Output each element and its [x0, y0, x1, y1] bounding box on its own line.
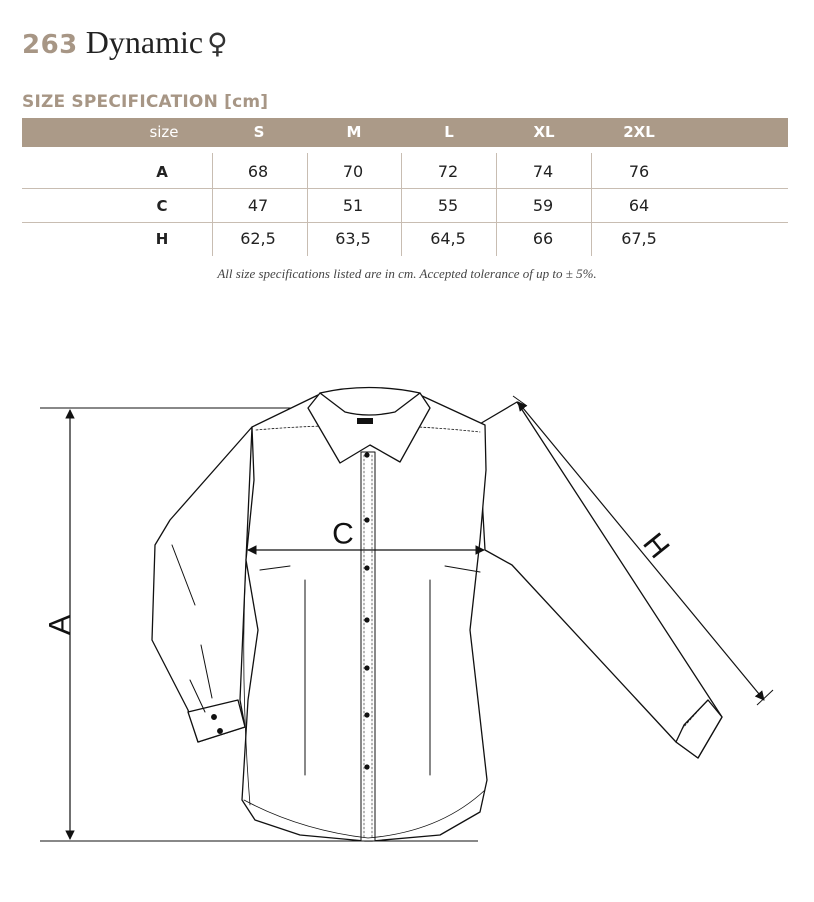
product-number: 263 [22, 30, 78, 60]
column-divider [591, 153, 592, 256]
shirt-outline [152, 388, 722, 842]
label-h: H [636, 527, 676, 565]
cell-h-m: 63,5 [335, 229, 371, 248]
product-title [22, 24, 228, 68]
product-name: Dynamic [85, 24, 204, 60]
cell-c-xl: 59 [532, 196, 554, 215]
size-header-s: S [253, 123, 265, 141]
column-divider [496, 153, 497, 256]
cell-c-m: 51 [342, 196, 364, 215]
cell-c-l: 55 [437, 196, 459, 215]
size-column-header: size [149, 123, 179, 141]
size-specification-heading: SIZE SPECIFICATION [cm] [22, 92, 269, 112]
cell-a-m: 70 [342, 162, 364, 181]
female-symbol-icon: ♀ [207, 27, 228, 60]
size-header-2xl: 2XL [623, 123, 655, 141]
size-table-header [22, 118, 788, 147]
size-header-m: M [346, 123, 362, 141]
row-label-a: A [156, 163, 168, 181]
cell-a-s: 68 [247, 162, 269, 181]
row-label-c: C [156, 197, 168, 215]
table-row-a [22, 155, 788, 189]
cell-h-s: 62,5 [240, 229, 276, 248]
cell-c-2xl: 64 [628, 196, 650, 215]
table-row-c [22, 189, 788, 223]
label-c: C [332, 517, 354, 551]
label-a: A [43, 614, 77, 636]
table-row-h [22, 222, 788, 255]
cell-a-2xl: 76 [628, 162, 650, 181]
shirt-measurement-diagram [0, 300, 814, 900]
column-divider [212, 153, 213, 256]
cell-a-xl: 74 [532, 162, 554, 181]
cell-h-xl: 66 [532, 229, 554, 248]
row-label-h: H [155, 230, 169, 248]
cell-a-l: 72 [437, 162, 459, 181]
column-divider [307, 153, 308, 256]
tolerance-note: All size specifications listed are in cm. Accepted tolerance of up to ± 5%. [217, 266, 597, 281]
column-divider [401, 153, 402, 256]
cell-h-l: 64,5 [430, 229, 466, 248]
size-header-l: L [444, 123, 454, 141]
cell-c-s: 47 [247, 196, 269, 215]
size-header-xl: XL [533, 123, 555, 141]
cell-h-2xl: 67,5 [621, 229, 657, 248]
